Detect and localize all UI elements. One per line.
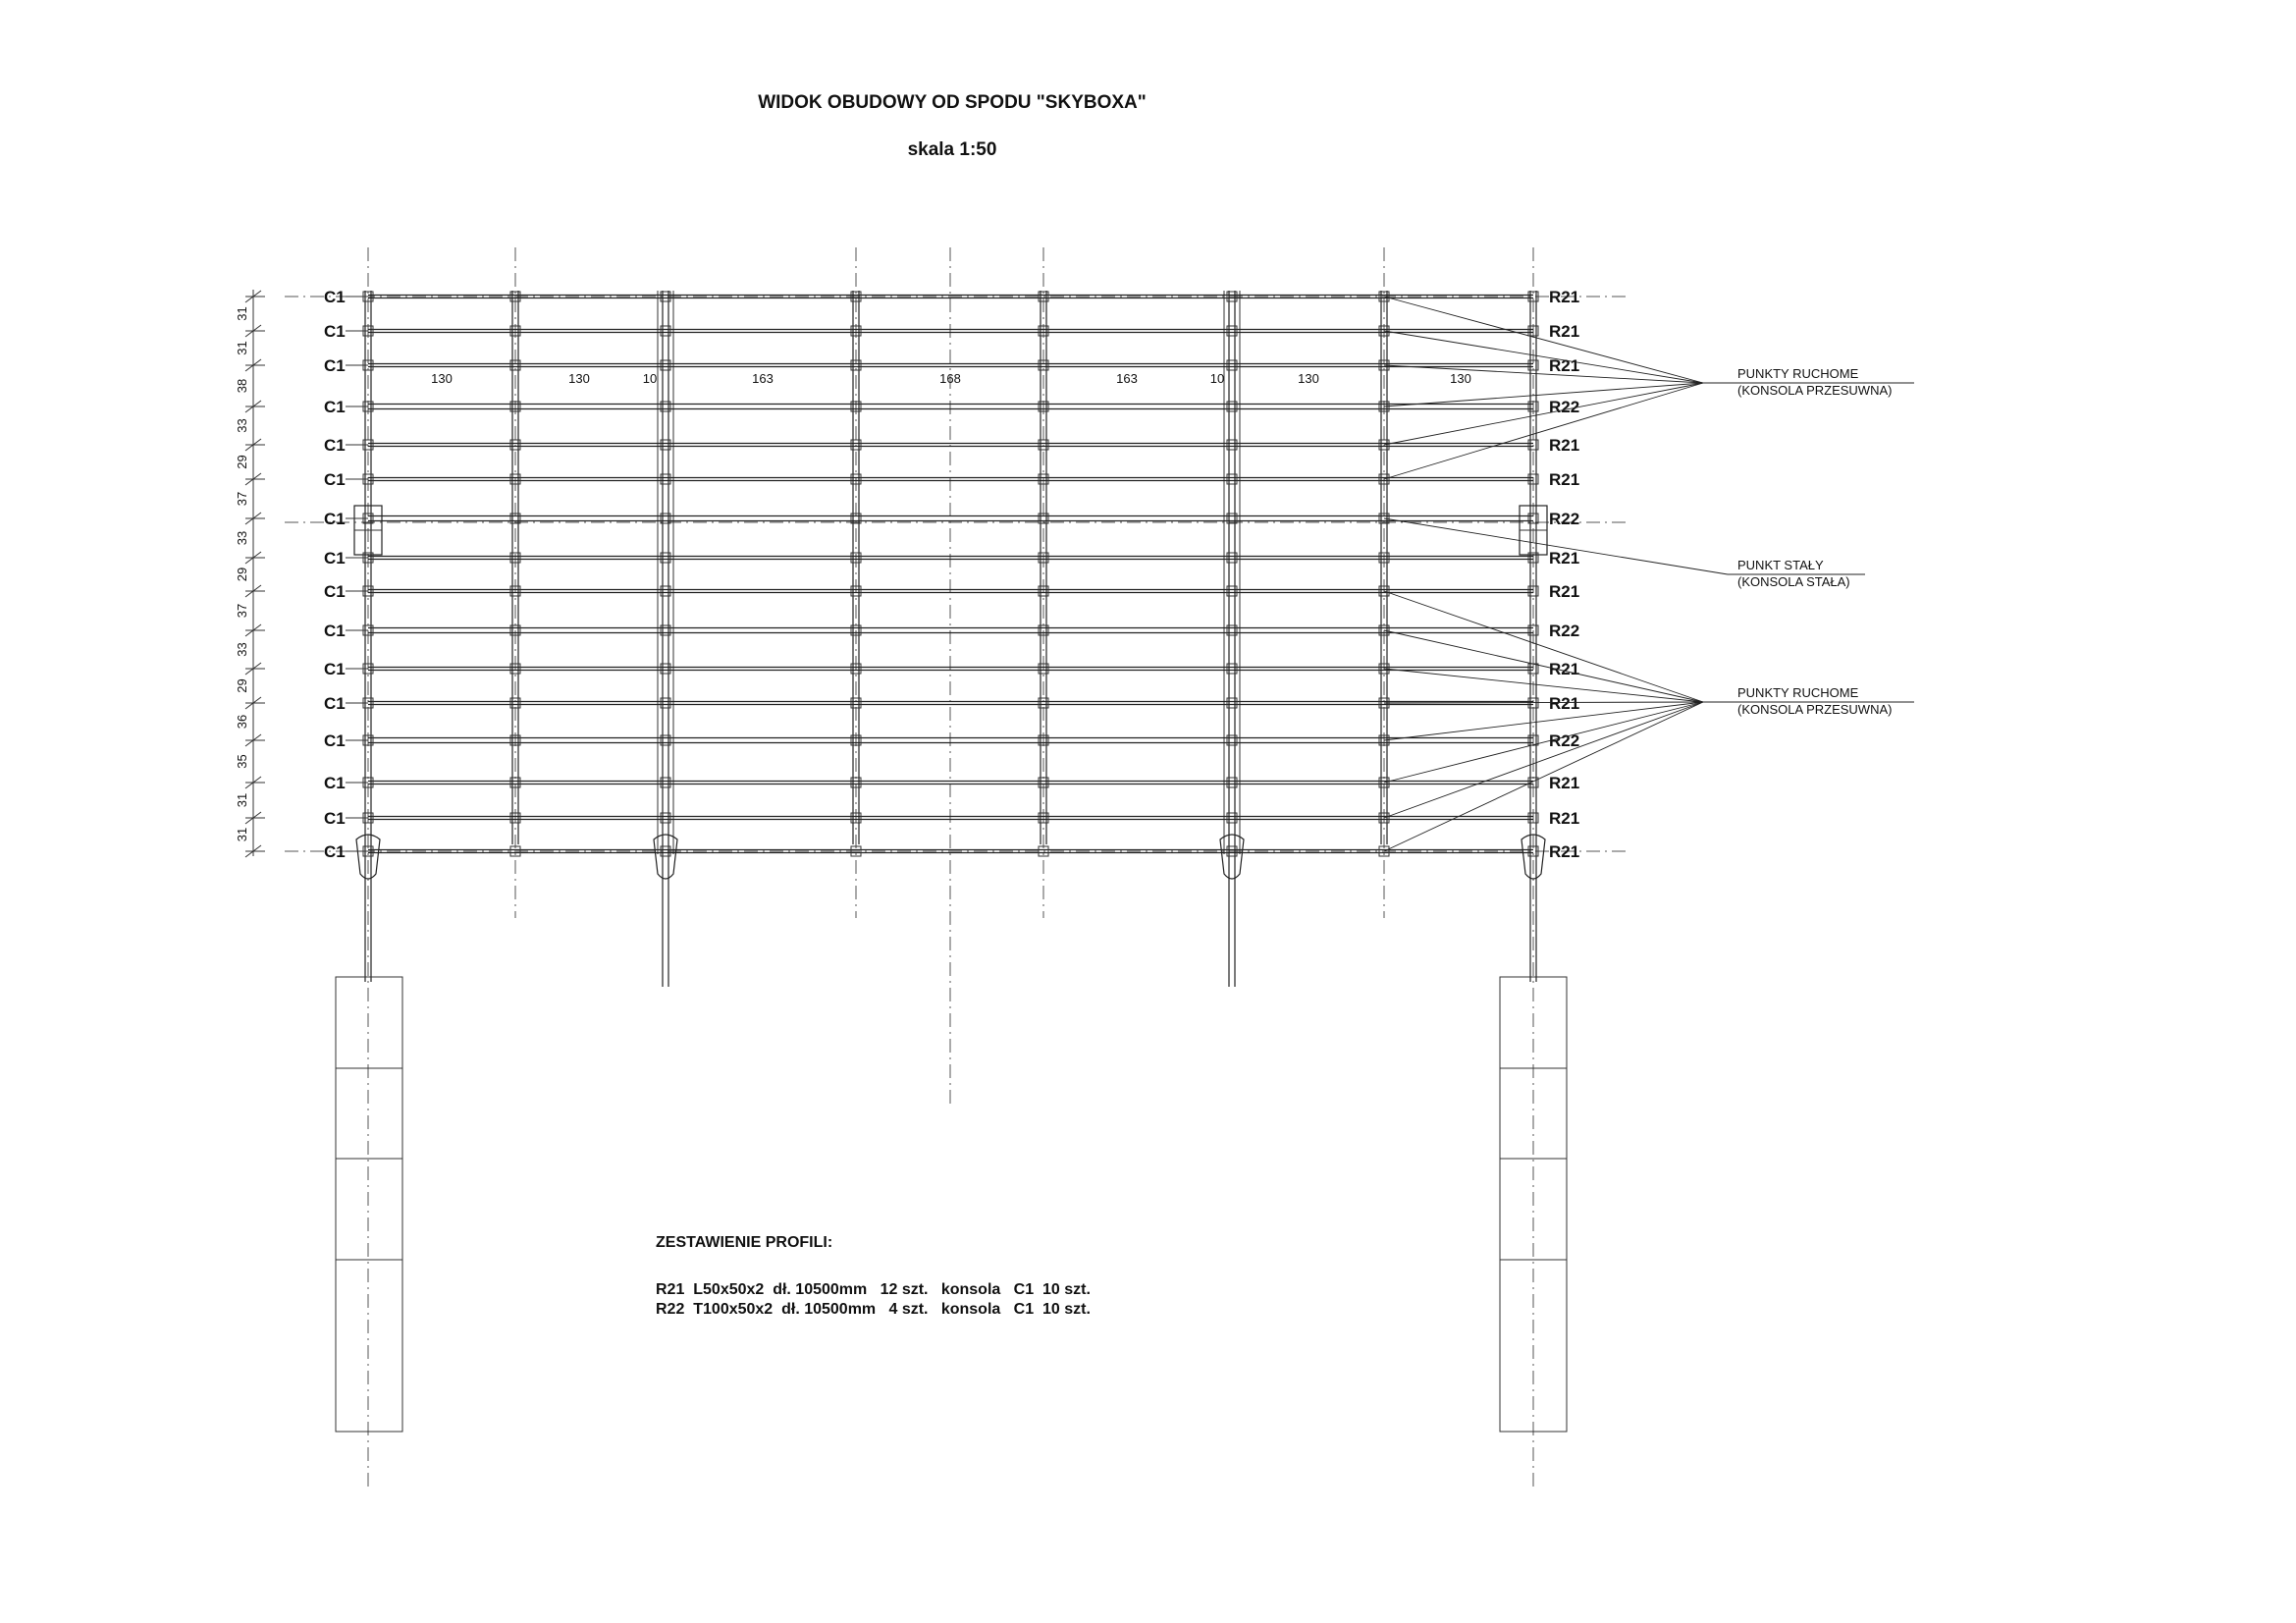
row-label-left: C1 (324, 322, 346, 341)
row-label-left: C1 (324, 622, 346, 640)
vertical-dimension-value: 37 (235, 603, 249, 619)
horizontal-dimension-chain (431, 371, 1471, 386)
vertical-dimension-value: 31 (235, 341, 249, 355)
row-label-right: R21 (1549, 470, 1580, 489)
row-label-right: R21 (1549, 694, 1580, 713)
horizontal-dimension-value: 168 (939, 371, 961, 386)
leader-moving-bottom (1384, 702, 1703, 703)
horizontal-dimension-value: 130 (568, 371, 590, 386)
vertical-dimension-value: 29 (235, 678, 249, 693)
row-label-left: C1 (324, 436, 346, 455)
vertical-dimension-value: 36 (235, 714, 249, 730)
leader-moving-bottom (1384, 702, 1703, 851)
legend-line-r21: R21 L50x50x2 dł. 10500mm 12 szt. konsola C1 10 szt. (656, 1281, 1091, 1298)
row-label-right: R22 (1549, 622, 1580, 640)
row-label-right: R21 (1549, 356, 1580, 375)
horizontal-dimension-value: 130 (1450, 371, 1471, 386)
row-label-left: C1 (324, 731, 346, 750)
foundation-left (336, 977, 402, 1432)
annotation-fixed-2: (KONSOLA STAŁA) (1737, 574, 1850, 589)
row-label-left: C1 (324, 510, 346, 528)
vertical-dimension-value: 35 (235, 754, 249, 769)
leader-moving-top (1384, 383, 1703, 445)
vertical-dimension-value: 37 (235, 491, 249, 507)
horizontal-dimension-value: 10 (642, 371, 658, 386)
vertical-dimension-value: 33 (235, 642, 249, 657)
row-label-left: C1 (324, 842, 346, 861)
leader-moving-bottom (1384, 630, 1703, 702)
row-label-right: R21 (1549, 774, 1580, 792)
leader-moving-bottom (1384, 702, 1703, 818)
row-label-right: R21 (1549, 549, 1580, 568)
vertical-dimension-value: 33 (235, 418, 249, 433)
leader-moving-top (1384, 383, 1703, 406)
row-label-right: R22 (1549, 731, 1580, 750)
row-label-right: R21 (1549, 842, 1580, 861)
row-label-left: C1 (324, 398, 346, 416)
drawing-title: WIDOK OBUDOWY OD SPODU "SKYBOXA" (758, 92, 1147, 113)
drawing-scale: skala 1:50 (907, 139, 997, 160)
vertical-dimension-value: 29 (235, 455, 249, 469)
vertical-dimension-value: 38 (235, 378, 249, 394)
row-label-right: R21 (1549, 809, 1580, 828)
leader-moving-top (1384, 383, 1703, 479)
vertical-dimension-value: 33 (235, 530, 249, 546)
horizontal-dimension-value: 10 (1209, 371, 1225, 386)
vertical-dimension-value: 29 (235, 567, 249, 582)
legend-heading: ZESTAWIENIE PROFILI: (656, 1234, 833, 1251)
horizontal-dimension-value: 163 (752, 371, 774, 386)
row-label-left: C1 (324, 582, 346, 601)
row-label-right: R21 (1549, 288, 1580, 306)
leader-moving-bottom (1384, 702, 1703, 740)
horizontal-dimension-value: 130 (431, 371, 453, 386)
vertical-dimension-chain (235, 290, 265, 857)
row-label-left: C1 (324, 356, 346, 375)
leader-moving-top (1384, 331, 1703, 383)
row-label-right: R22 (1549, 398, 1580, 416)
vertical-dimension-value: 31 (235, 792, 249, 808)
row-label-left: C1 (324, 288, 346, 306)
row-label-left: C1 (324, 809, 346, 828)
row-label-left: C1 (324, 694, 346, 713)
annotation-moving-bottom-2: (KONSOLA PRZESUWNA) (1737, 702, 1893, 717)
annotation-moving-bottom-1: PUNKTY RUCHOME (1737, 685, 1859, 700)
horizontal-dimension-value: 130 (1298, 371, 1319, 386)
vertical-dimension-value: 31 (235, 306, 249, 321)
annotation-moving-top-2: (KONSOLA PRZESUWNA) (1737, 383, 1893, 398)
horizontal-dimension-value: 163 (1116, 371, 1138, 386)
row-label-left: C1 (324, 774, 346, 792)
row-label-right: R21 (1549, 582, 1580, 601)
annotation-fixed-1: PUNKT STAŁY (1737, 558, 1824, 572)
row-label-right: R22 (1549, 510, 1580, 528)
row-label-left: C1 (324, 660, 346, 678)
legend-line-r22: R22 T100x50x2 dł. 10500mm 4 szt. konsola C1 10 szt. (656, 1301, 1091, 1318)
annotation-moving-top-1: PUNKTY RUCHOME (1737, 366, 1859, 381)
leader-moving-top (1384, 365, 1703, 383)
row-label-right: R21 (1549, 660, 1580, 678)
row-label-right: R21 (1549, 322, 1580, 341)
row-label-right: R21 (1549, 436, 1580, 455)
vertical-dimension-value: 31 (235, 827, 249, 842)
row-label-left: C1 (324, 470, 346, 489)
leader-moving-top (1384, 297, 1703, 383)
row-label-left: C1 (324, 549, 346, 568)
